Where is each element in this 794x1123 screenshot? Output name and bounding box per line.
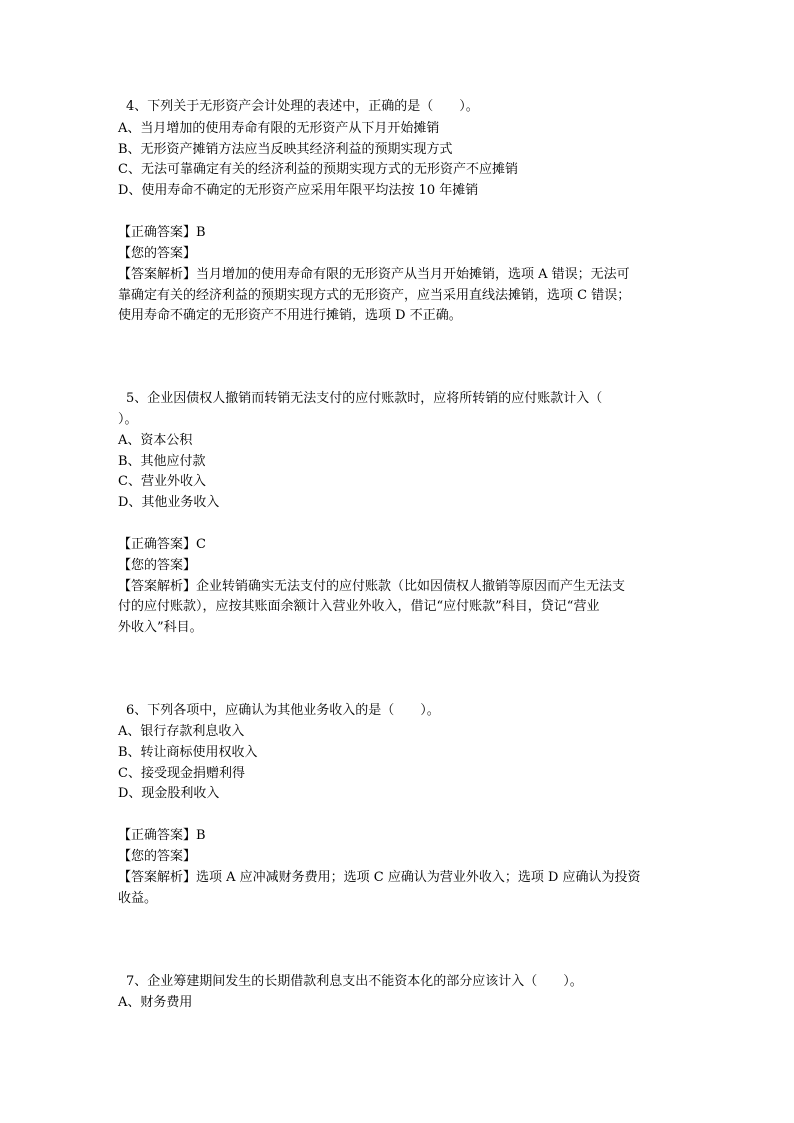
question-4-analysis-line-1: 【答案解析】当月增加的使用寿命有限的无形资产从当月开始摊销，选项 A 错误；无法可	[118, 267, 630, 282]
question-5-analysis-line-2: 付的应付账款），应按其账面余额计入营业外收入，借记“应付账款”科目，贷记“营业	[118, 599, 600, 614]
question-5-analysis-line-1: 【答案解析】企业转销确实无法支付的应付账款（比如因债权人撤销等原因而产生无法支	[118, 579, 626, 594]
question-4-option-b: B、无形资产摊销方法应当反映其经济利益的预期实现方式	[118, 142, 453, 157]
question-4-stem: 4、下列关于无形资产会计处理的表述中，正确的是（ ）。	[126, 99, 479, 114]
question-4-correct-answer: 【正确答案】B	[118, 225, 206, 240]
question-7-option-a: A、财务费用	[118, 995, 193, 1010]
question-6-option-c: C、接受现金捐赠利得	[118, 766, 245, 781]
question-5-option-b: B、其他应付款	[118, 454, 206, 469]
question-5-correct-answer: 【正确答案】C	[118, 537, 206, 552]
question-4-option-d: D、使用寿命不确定的无形资产应采用年限平均法按 10 年摊销	[118, 183, 479, 198]
question-5-your-answer: 【您的答案】	[118, 558, 197, 573]
question-5-stem-line-1: 5、企业因债权人撤销而转销无法支付的应付账款时，应将所转销的应付账款计入（	[126, 391, 603, 406]
question-6-stem: 6、下列各项中，应确认为其他业务收入的是（ ）。	[126, 703, 440, 718]
question-5-stem-line-2: ）。	[118, 412, 138, 427]
question-6-option-a: A、银行存款利息收入	[118, 724, 245, 739]
question-4-option-c: C、无法可靠确定有关的经济利益的预期实现方式的无形资产不应摊销	[118, 162, 518, 177]
question-5-analysis-line-3: 外收入”科目。	[118, 620, 203, 635]
question-5-option-a: A、资本公积	[118, 433, 193, 448]
question-4-your-answer: 【您的答案】	[118, 246, 197, 261]
question-4-analysis-line-2: 靠确定有关的经济利益的预期实现方式的无形资产，应当采用直线法摊销，选项 C 错误；	[118, 288, 631, 303]
question-6-option-d: D、现金股利收入	[118, 786, 220, 801]
question-4-option-a: A、当月增加的使用寿命有限的无形资产从下月开始摊销	[118, 121, 440, 136]
question-4-analysis-line-3: 使用寿命不确定的无形资产不用进行摊销，选项 D 不正确。	[118, 308, 462, 323]
question-5-option-d: D、其他业务收入	[118, 495, 220, 510]
question-6-analysis-line-1: 【答案解析】选项 A 应冲减财务费用；选项 C 应确认为营业外收入；选项 D 应确认为投资	[118, 870, 641, 885]
question-6-analysis-line-2: 收益。	[118, 891, 158, 906]
question-6-correct-answer: 【正确答案】B	[118, 828, 206, 843]
question-6-your-answer: 【您的答案】	[118, 849, 197, 864]
question-6-option-b: B、转让商标使用权收入	[118, 745, 258, 760]
question-7-stem: 7、企业筹建期间发生的长期借款利息支出不能资本化的部分应该计入（ ）。	[126, 974, 583, 989]
question-5-option-c: C、营业外收入	[118, 474, 206, 489]
